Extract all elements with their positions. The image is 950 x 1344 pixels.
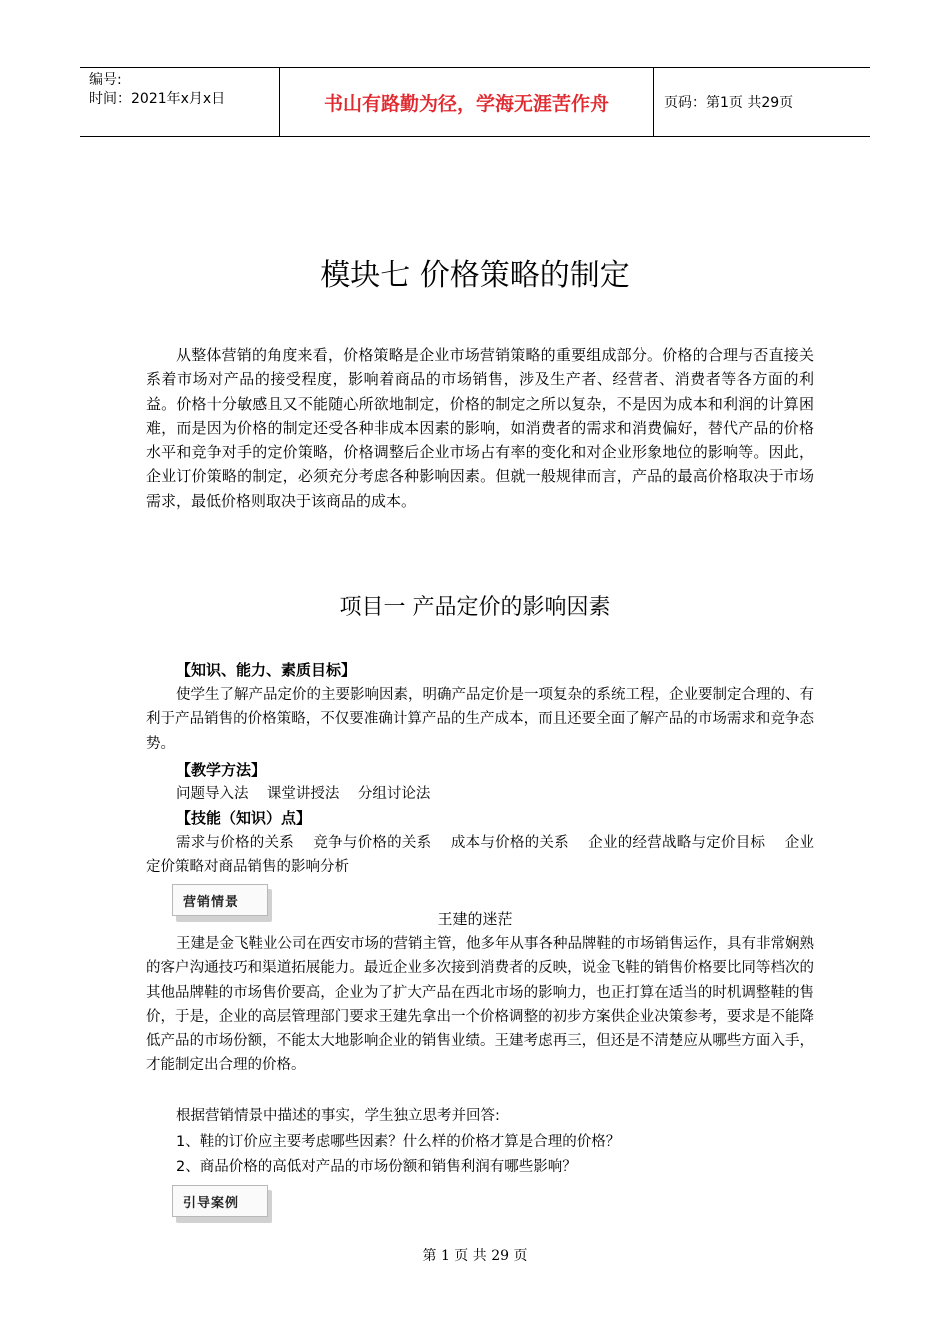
header-page-info: 页码：第1页 共29页 [664,95,794,111]
skill-heading: 【技能（知识）点】 [176,809,312,827]
question-1: 1、鞋的订价应主要考虑哪些因素？什么样的价格才算是合理的价格？ [176,1134,621,1150]
question-2: 2、商品价格的高低对产品的市场份额和销售利润有哪些影响？ [176,1159,577,1175]
goal-heading: 【知识、能力、素质目标】 [176,661,357,679]
case-text: 王建是金飞鞋业公司在西安市场的营销主管，他多年从事各种品牌鞋的市场销售运作，具有非常娴熟的客户沟通技巧和渠道拓展能力。最近企业多次接到消费者的反映，说金飞鞋的销售价格要比同等档次的其他品牌鞋的市场售价要高，企业为了扩大产品在西北市场的影响力，也正打算在适当的时机调整鞋的售价，于是，企业的高层管理部门要求王建先拿出一个价格调整的初步方案供企业决策参考，要求是不能降低产品的市场份额，不能太大地影响企业的销售业绩。王建考虑再三，但还是不清楚应从哪些方面入手，才能制定出合理的价格。 [146,936,814,1074]
page-footer: 第 1 页 共 29 页 [422,1248,528,1264]
skill-text: 需求与价格的关系 竞争与价格的关系 成本与价格的关系 企业的经营战略与定价目标 企业定价策略对商品销售的影响分析 [146,835,814,876]
time-label: 时间：2021年x月x日 [89,91,226,107]
intro-paragraph: 从整体营销的角度来看，价格策略是企业市场营销策略的重要组成部分。价格的合理与否直接关系着市场对产品的接受程度，影响着商品的市场销售，涉及生产者、经营者、消费者等各方面的利益。价格十分敏感且又不能随心所欲地制定，价格的制定之所以复杂，不是因为成本和利润的计算困难，而是因为价格的制定还受各种非成本因素的影响，如消费者的需求和消费偏好，替代产品的价格水平和竞争对手的定价策略，价格调整后企业市场占有率的变化和对企业形象地位的影响等。因此，企业订价策略的制定，必须充分考虑各种影响因素。但就一般规律而言，产品的最高价格取决于市场需求，最低价格则取决于该商品的成本。 [146,346,814,510]
module-title: 模块七 价格策略的制定 [320,258,630,293]
tag-label: 营销情景 [172,884,268,916]
number-label: 编号: [89,72,122,88]
question-prompt: 根据营销情景中描述的事实，学生独立思考并回答: [176,1108,500,1124]
tag-label: 引导案例 [172,1185,268,1217]
case-title: 王建的迷茫 [437,910,513,928]
method-heading: 【教学方法】 [176,761,267,779]
header-table [80,67,870,137]
project-title: 项目一 产品定价的影响因素 [339,595,611,620]
goal-text: 使学生了解产品定价的主要影响因素，明确产品定价是一项复杂的系统工程，企业要制定合理的、有利于产品销售的价格策略，不仅要准确计算产品的生产成本，而且还要全面了解产品的市场需求和竞争态势。 [146,687,814,752]
method-text: 问题导入法 课堂讲授法 分组讨论法 [176,786,431,802]
header-meta-cell [80,68,280,136]
header-motto: 书山有路勤为径，学海无涯苦作舟 [280,68,654,136]
guide-case-tag [172,1185,272,1223]
